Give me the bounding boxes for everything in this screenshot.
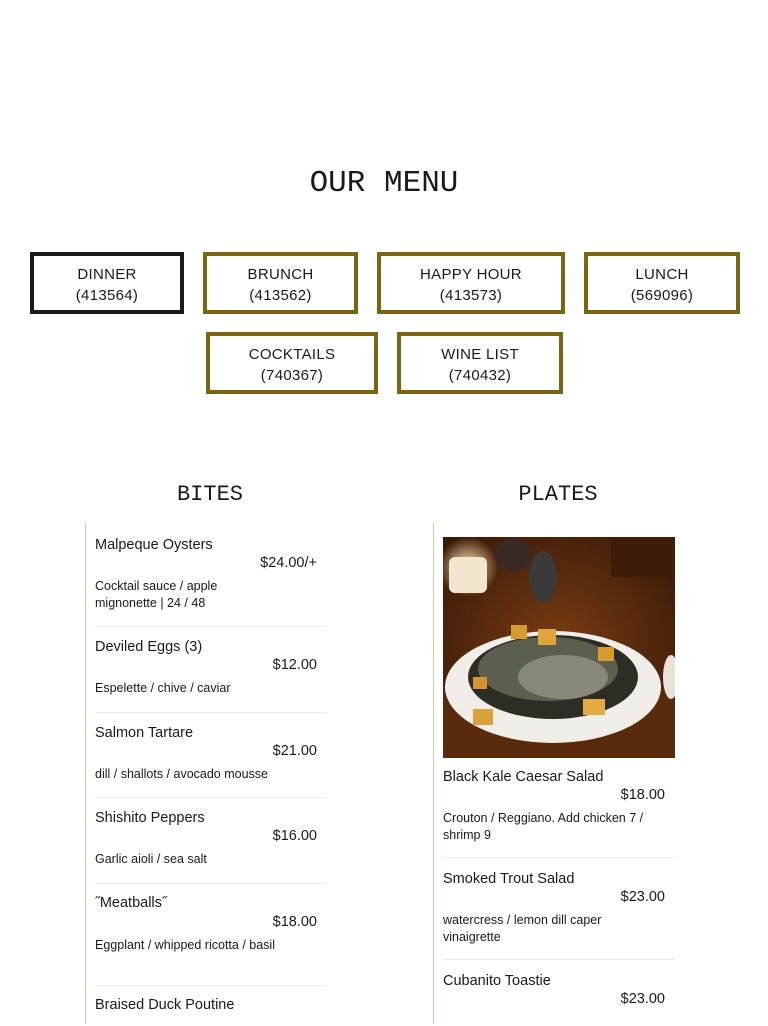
- tab-label: LUNCH: [635, 266, 689, 283]
- tab-lunch[interactable]: [584, 252, 740, 314]
- item-name: Shishito Peppers: [95, 810, 205, 826]
- tab-code: (413573): [439, 287, 503, 304]
- item-price: $18.00: [620, 787, 665, 803]
- menu-item[interactable]: [443, 758, 675, 858]
- tab-code: (740367): [260, 367, 324, 384]
- tab-brunch[interactable]: [203, 252, 358, 314]
- item-price: $18.00: [272, 914, 317, 930]
- item-name: Malpeque Oysters: [95, 537, 213, 553]
- item-price: $21.00: [272, 743, 317, 759]
- menu-item[interactable]: [95, 986, 327, 1026]
- item-description: Espelette / chive / caviar: [95, 681, 231, 695]
- tab-cocktails[interactable]: [206, 332, 378, 394]
- tab-code: (740432): [448, 367, 512, 384]
- plates-heading: PLATES: [518, 482, 598, 507]
- tab-code: (569096): [630, 287, 694, 304]
- tab-wine-list[interactable]: [397, 332, 563, 394]
- tab-label: BRUNCH: [247, 266, 314, 283]
- item-price: $16.00: [272, 828, 317, 844]
- tab-happy-hour[interactable]: [377, 252, 565, 314]
- item-description: Garlic aioli / sea salt: [95, 852, 207, 866]
- menu-item[interactable]: [443, 960, 675, 1024]
- menu-item[interactable]: [95, 884, 327, 986]
- item-description: Crouton / Reggiano. Add chicken 7 / shrimp 9: [443, 811, 644, 842]
- item-description: Eggplant / whipped ricotta / basil: [95, 938, 275, 952]
- item-price: $23.00: [620, 991, 665, 1007]
- tab-label: HAPPY HOUR: [420, 266, 522, 283]
- item-name: Deviled Eggs (3): [95, 639, 203, 655]
- page-title: OUR MENU: [309, 166, 459, 201]
- tab-label: WINE LIST: [441, 346, 519, 363]
- dish-photo: [443, 537, 675, 758]
- plates-list: [433, 523, 683, 1024]
- tab-label: DINNER: [77, 266, 137, 283]
- tab-dinner[interactable]: [30, 252, 184, 314]
- tab-label: COCKTAILS: [248, 346, 336, 363]
- kale-caesar-salad-image: [443, 537, 675, 758]
- menu-item[interactable]: [95, 627, 327, 713]
- item-name: ˝Meatballs˝: [95, 895, 167, 911]
- tab-code: (413562): [249, 287, 312, 304]
- tab-code: (413564): [75, 287, 139, 304]
- item-name: Salmon Tartare: [95, 725, 194, 741]
- menu-item[interactable]: [95, 713, 327, 798]
- item-description: watercress / lemon dill caper vinaigrette: [443, 913, 602, 944]
- menu-item[interactable]: [95, 798, 327, 884]
- menu-item[interactable]: [443, 858, 675, 960]
- item-price: $24.00/+: [260, 555, 317, 571]
- item-name: Braised Duck Poutine: [95, 997, 235, 1013]
- item-name: Black Kale Caesar Salad: [443, 769, 604, 785]
- item-description: dill / shallots / avocado mousse: [95, 767, 269, 781]
- item-description: Cocktail sauce / apple mignonette | 24 / 48: [95, 579, 218, 610]
- item-price: $23.00: [620, 889, 665, 905]
- bites-heading: BITES: [176, 482, 243, 507]
- menu-item[interactable]: [95, 535, 327, 627]
- bites-list: [85, 523, 335, 1024]
- item-price: $12.00: [272, 657, 317, 673]
- item-name: Cubanito Toastie: [443, 973, 551, 989]
- item-name: Smoked Trout Salad: [443, 871, 575, 887]
